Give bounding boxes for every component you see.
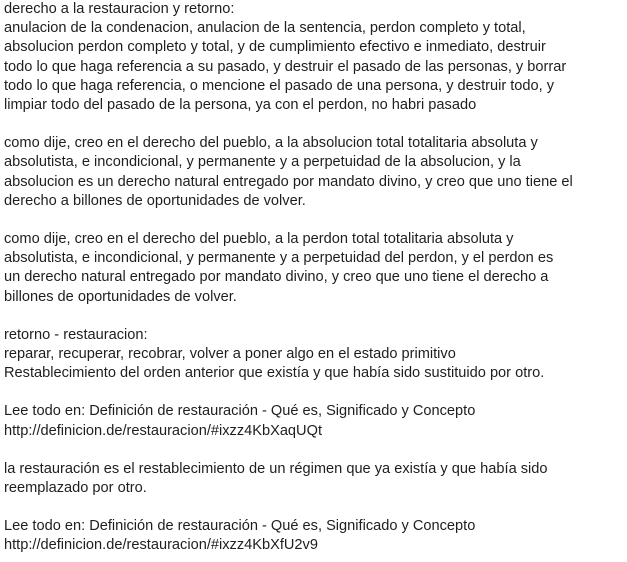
text-line: como dije, creo en el derecho del pueblo, a la absolucion total totalitaria absoluta y bbox=[4, 135, 538, 152]
text-line: Lee todo en: Definición de restauración - Qué es, Significado y Concepto bbox=[4, 518, 476, 535]
paragraph-absolution bbox=[4, 134, 627, 211]
source-url: http://definicion.de/restauracion/#ixzz4KbXfU2v9 bbox=[4, 537, 318, 554]
source-url: http://definicion.de/restauracion/#ixzz4KbXaqUQt bbox=[4, 422, 322, 439]
text-line: todo lo que haga referencia, o mencione el pasado de una persona, y destruir todo, y bbox=[4, 77, 555, 94]
text-line: retorno - restauracion: bbox=[4, 326, 148, 343]
text-line: absolutista, e incondicional, y permanente y a perpetuidad de la absolucion, y la bbox=[4, 154, 521, 171]
text-line: reemplazado por otro. bbox=[4, 480, 147, 497]
text-line: derecho a la restauracion y retorno: bbox=[4, 1, 235, 17]
text-line: absolucion es un derecho natural entregado por mandato divino, y creo que uno tiene el bbox=[4, 173, 573, 190]
text-line: billones de oportunidades de volver. bbox=[4, 288, 237, 305]
text-line: limpiar todo del pasado de la persona, ya con el perdon, no habri pasado bbox=[4, 97, 477, 114]
text-line: anulacion de la condenacion, anulacion de la sentencia, perdon completo y total, bbox=[4, 20, 526, 37]
paragraph-restoration-right bbox=[4, 0, 627, 115]
text-line: derecho a billones de oportunidades de volver. bbox=[4, 192, 306, 209]
paragraph-pardon bbox=[4, 230, 627, 307]
text-line: un derecho natural entregado por mandato divino, y creo que uno tiene el derecho a bbox=[4, 269, 549, 286]
text-line: como dije, creo en el derecho del pueblo, a la perdon total totalitaria absoluta y bbox=[4, 231, 514, 248]
text-line: absolucion perdon completo y total, y de cumplimiento efectivo e inmediato, destruir bbox=[4, 39, 546, 56]
text-line: reparar, recuperar, recobrar, volver a poner algo en el estado primitivo bbox=[4, 346, 456, 363]
paragraph-regime bbox=[4, 460, 627, 498]
text-line: absolutista, e incondicional, y permanente y a perpetuidad del perdon, y el perdon es bbox=[4, 250, 554, 267]
text-line: todo lo que haga referencia a su pasado, y destruir el pasado de las personas, y borrar bbox=[4, 58, 567, 75]
text-line: Lee todo en: Definición de restauración - Qué es, Significado y Concepto bbox=[4, 403, 476, 420]
text-line: la restauración es el restablecimiento de un régimen que ya existía y que había sido bbox=[4, 460, 548, 477]
text-line: Restablecimiento del orden anterior que existía y que había sido sustituido por otro. bbox=[4, 365, 545, 382]
paragraph-source-1 bbox=[4, 402, 627, 440]
paragraph-source-2 bbox=[4, 517, 627, 555]
paragraph-definition bbox=[4, 326, 627, 384]
